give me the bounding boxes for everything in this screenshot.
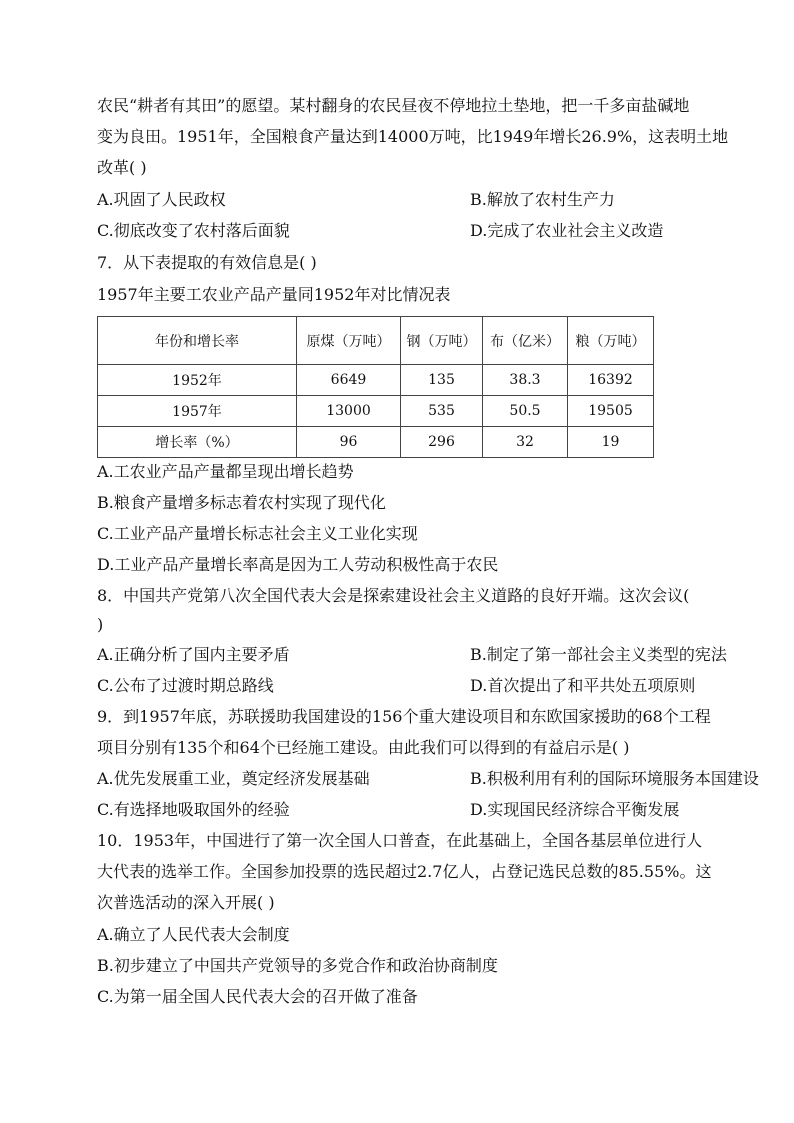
- q8-option-a[interactable]: A.正确分析了国内主要矛盾: [97, 645, 290, 664]
- table-cell: 50.5: [483, 396, 568, 427]
- table-row: [98, 396, 654, 427]
- q9-option-row-1: [97, 769, 759, 789]
- q6-option-c[interactable]: C.彻底改变了农村落后面貌: [97, 221, 290, 240]
- table-cell: 19505: [568, 396, 654, 427]
- table-header-cell: 钢（万吨）: [401, 317, 483, 365]
- q9-option-d[interactable]: D.实现国民经济综合平衡发展: [470, 800, 680, 819]
- table-cell: 32: [483, 427, 568, 458]
- q6-option-row-1: [97, 190, 615, 210]
- table-cell: 6649: [297, 365, 401, 396]
- table-header-cell: 布（亿米）: [483, 317, 568, 365]
- q10-option-a[interactable]: A.确立了人民代表大会制度: [97, 925, 290, 944]
- q8-stem-line-1: 8．中国共产党第八次全国代表大会是探索建设社会主义道路的良好开端。这次会议(: [97, 586, 690, 605]
- q9-option-row-2: [97, 800, 680, 820]
- q10-stem-line-3: 次普选活动的深入开展( ): [97, 893, 275, 912]
- q7-option-c[interactable]: C.工业产品产量增长标志社会主义工业化实现: [97, 524, 418, 543]
- table-cell: 19: [568, 427, 654, 458]
- table-cell: 13000: [297, 396, 401, 427]
- q9-option-c[interactable]: C.有选择地吸取国外的经验: [97, 800, 290, 819]
- q10-option-c[interactable]: C.为第一届全国人民代表大会的召开做了准备: [97, 987, 418, 1006]
- table-cell: 38.3: [483, 365, 568, 396]
- table-cell: 96: [297, 427, 401, 458]
- q6-option-a[interactable]: A.巩固了人民政权: [97, 190, 226, 209]
- q9-option-a[interactable]: A.优先发展重工业，奠定经济发展基础: [97, 769, 370, 788]
- table-header-cell: 粮（万吨）: [568, 317, 654, 365]
- q6-stem-line-1: 农民“耕者有其田”的愿望。某村翻身的农民昼夜不停地拉土垫地，把一千多亩盐碱地: [97, 96, 690, 115]
- q7-stem: 7．从下表提取的有效信息是( ): [97, 253, 317, 272]
- q6-stem-line-3: 改革( ): [97, 158, 147, 177]
- q10-stem-line-1: 10．1953年，中国进行了第一次全国人口普查，在此基础上，全国各基层单位进行人: [97, 831, 703, 850]
- q8-option-d[interactable]: D.首次提出了和平共处五项原则: [470, 676, 696, 695]
- table-row: [98, 365, 654, 396]
- q6-option-b[interactable]: B.解放了农村生产力: [470, 190, 615, 209]
- q6-stem-line-2: 变为良田。1951年，全国粮食产量达到14000万吨，比1949年增长26.9%，这表明土地: [97, 127, 729, 146]
- q10-stem-line-2: 大代表的选举工作。全国参加投票的选民超过2.7亿人，占登记选民总数的85.55%。这: [97, 862, 712, 881]
- q7-table-title: 1957年主要工农业产品产量同1952年对比情况表: [97, 285, 451, 304]
- table-cell: 1952年: [98, 365, 297, 396]
- table-header-cell: 原煤（万吨）: [297, 317, 401, 365]
- q8-option-b[interactable]: B.制定了第一部社会主义类型的宪法: [470, 645, 727, 664]
- table-cell: 1957年: [98, 396, 297, 427]
- q7-option-a[interactable]: A.工农业产品产量都呈现出增长趋势: [97, 462, 354, 481]
- q8-option-row-2: [97, 676, 696, 696]
- q9-option-b[interactable]: B.积极利用有利的国际环境服务本国建设: [470, 769, 759, 788]
- table-row: [98, 427, 654, 458]
- q7-option-d[interactable]: D.工业产品产量增长率高是因为工人劳动积极性高于农民: [97, 555, 499, 574]
- table-cell: 增长率（%）: [98, 427, 297, 458]
- q6-option-row-2: [97, 221, 664, 241]
- table-cell: 16392: [568, 365, 654, 396]
- q7-option-b[interactable]: B.粮食产量增多标志着农村实现了现代化: [97, 493, 386, 512]
- table-cell: 535: [401, 396, 483, 427]
- q7-data-table: [97, 316, 654, 458]
- q6-option-d[interactable]: D.完成了农业社会主义改造: [470, 221, 664, 240]
- q8-stem-line-2: ): [97, 615, 104, 634]
- q8-option-c[interactable]: C.公布了过渡时期总路线: [97, 676, 274, 695]
- q8-option-row-1: [97, 645, 727, 665]
- table-cell: 135: [401, 365, 483, 396]
- table-header-row: [98, 317, 654, 365]
- table-cell: 296: [401, 427, 483, 458]
- q10-option-b[interactable]: B.初步建立了中国共产党领导的多党合作和政治协商制度: [97, 956, 498, 975]
- q9-stem-line-1: 9．到1957年底，苏联援助我国建设的156个重大建设项目和东欧国家援助的68个工程: [97, 707, 711, 726]
- q9-stem-line-2: 项目分别有135个和64个已经施工建设。由此我们可以得到的有益启示是( ): [97, 738, 630, 757]
- table-header-cell: 年份和增长率: [98, 317, 297, 365]
